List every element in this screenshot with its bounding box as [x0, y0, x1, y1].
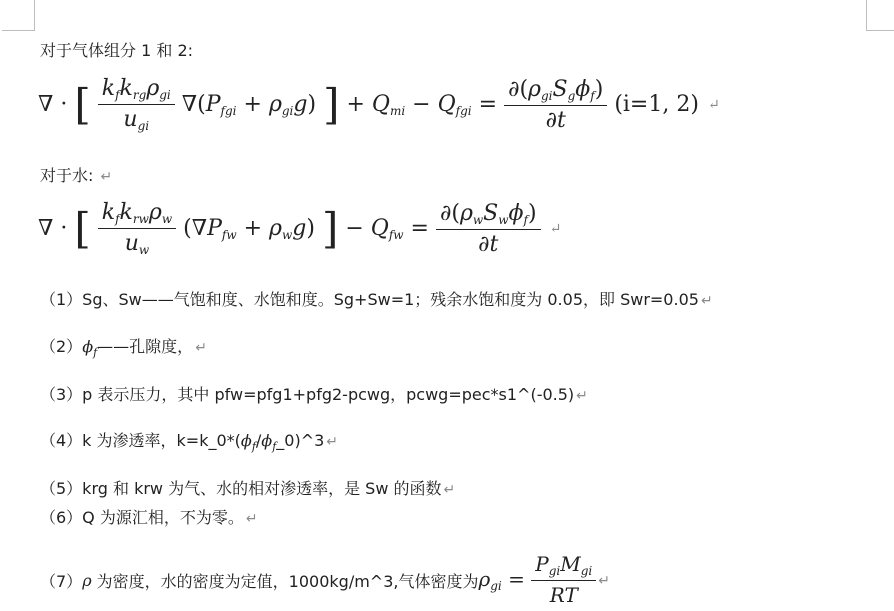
paragraph-mark: ↵ — [245, 511, 258, 527]
right-bracket: ] — [321, 203, 339, 253]
left-bracket: [ — [74, 203, 91, 253]
fraction-water-mobility: $\frac{k_fk_{rw}\rho_w}{u_w}$ — [98, 200, 176, 257]
gas-density-formula: $\rho_{gi}$ = $\frac{P_{gi}M_{gi}}{RT}$ — [478, 566, 596, 590]
page-corner-mark-left-horizontal — [2, 30, 35, 31]
list-item-4: （4）k 为渗透率，$k=k\_0*(\phi_f/\phi_f\_0)\^{}3$ ↵ — [40, 431, 339, 454]
paragraph-mark: ↵ — [326, 434, 339, 450]
density-symbol: ρ — [82, 571, 92, 590]
nabla-symbol: ∇ · — [38, 92, 68, 117]
heading-gas — [40, 38, 193, 61]
equation-water: ∇ · [ $\frac{k_fk_{rw}\rho_w}{u_w}$ $(\nabla P_{fw} + \rho_wg)$ ] − $Q_{fw}$ = $\frac{\partial(\rho_wS_w\phi_f)}{\partial t}$ ↵ — [38, 200, 562, 257]
fraction-gas-accumulation: $\frac{\partial(\rho_{gi}S_g\phi_f)}{\partial t}$ — [504, 77, 607, 133]
list-item-3: （3）p 表示压力，其中 pfw=pfg1+pfg2-pcwg，pcwg=pec*s1^(-0.5) ↵ — [40, 385, 588, 404]
equation-gas: ∇ · [ $\frac{k_fk_{rg}\rho_{gi}}{u_{gi}}$ $\nabla(P_{fgi} + \rho_{gi}g)$ ] + $Q_{mi} - Q_{fgi}$ = $\frac{\partial(\rho_{gi}S_g\phi_f)}{\partial t}$ (i=1, 2) ↵ — [38, 76, 720, 133]
left-bracket: [ — [74, 79, 91, 129]
paragraph-mark: ↵ — [443, 482, 456, 498]
page-corner-mark-left — [34, 0, 35, 30]
paragraph-mark: ↵ — [549, 220, 562, 237]
list-item-7: （7）ρ 为密度，水的密度为定值，1000kg/m^3,气体密度为$\rho_{gi}$ = $\frac{P_{gi}M_{gi}}{RT}$ ↵ — [40, 552, 611, 607]
fraction-water-accumulation: $\frac{\partial(\rho_wS_w\phi_f)}{\partial t}$ — [436, 201, 541, 257]
paragraph-mark: ↵ — [195, 340, 207, 356]
heading-water — [40, 163, 112, 186]
nabla-symbol: ∇ · — [38, 216, 68, 241]
page-corner-mark-right — [866, 0, 867, 30]
list-item-1: （1）Sg、Sw——气饱和度、水饱和度。Sg+Sw=1；残余水饱和度为 0.05，即 Swr=0.05 ↵ — [40, 290, 713, 309]
list-item-2: $(2)\phi_f——$孔隙度， ↵ — [40, 337, 207, 360]
page-corner-mark-right-horizontal — [866, 30, 894, 31]
porosity-symbol: $\phi_f$ — [240, 431, 256, 454]
list-item-5: （5）krg 和 krw 为气、水的相对渗透率，是 Sw 的函数 ↵ — [40, 479, 456, 498]
paragraph-mark: ↵ — [100, 169, 113, 185]
heading-water-text: 对于水: — [40, 166, 94, 185]
porosity-symbol: $\phi_f$ — [82, 337, 98, 360]
paragraph-mark: ↵ — [700, 293, 713, 309]
porosity-symbol: $\phi_f$ — [261, 431, 277, 454]
fraction-gas-mobility: $\frac{k_fk_{rg}\rho_{gi}}{u_{gi}}$ — [98, 76, 175, 133]
paragraph-mark: ↵ — [598, 572, 611, 589]
list-item-6: （6）Q 为源汇相，不为零。 ↵ — [40, 508, 258, 527]
paragraph-mark: ↵ — [707, 96, 720, 113]
equation-gas-index: (i=1, 2) — [614, 92, 699, 117]
paragraph-mark: ↵ — [576, 388, 588, 404]
right-bracket: ] — [323, 79, 340, 129]
heading-gas-text: 对于气体组分 1 和 2: — [40, 41, 194, 60]
